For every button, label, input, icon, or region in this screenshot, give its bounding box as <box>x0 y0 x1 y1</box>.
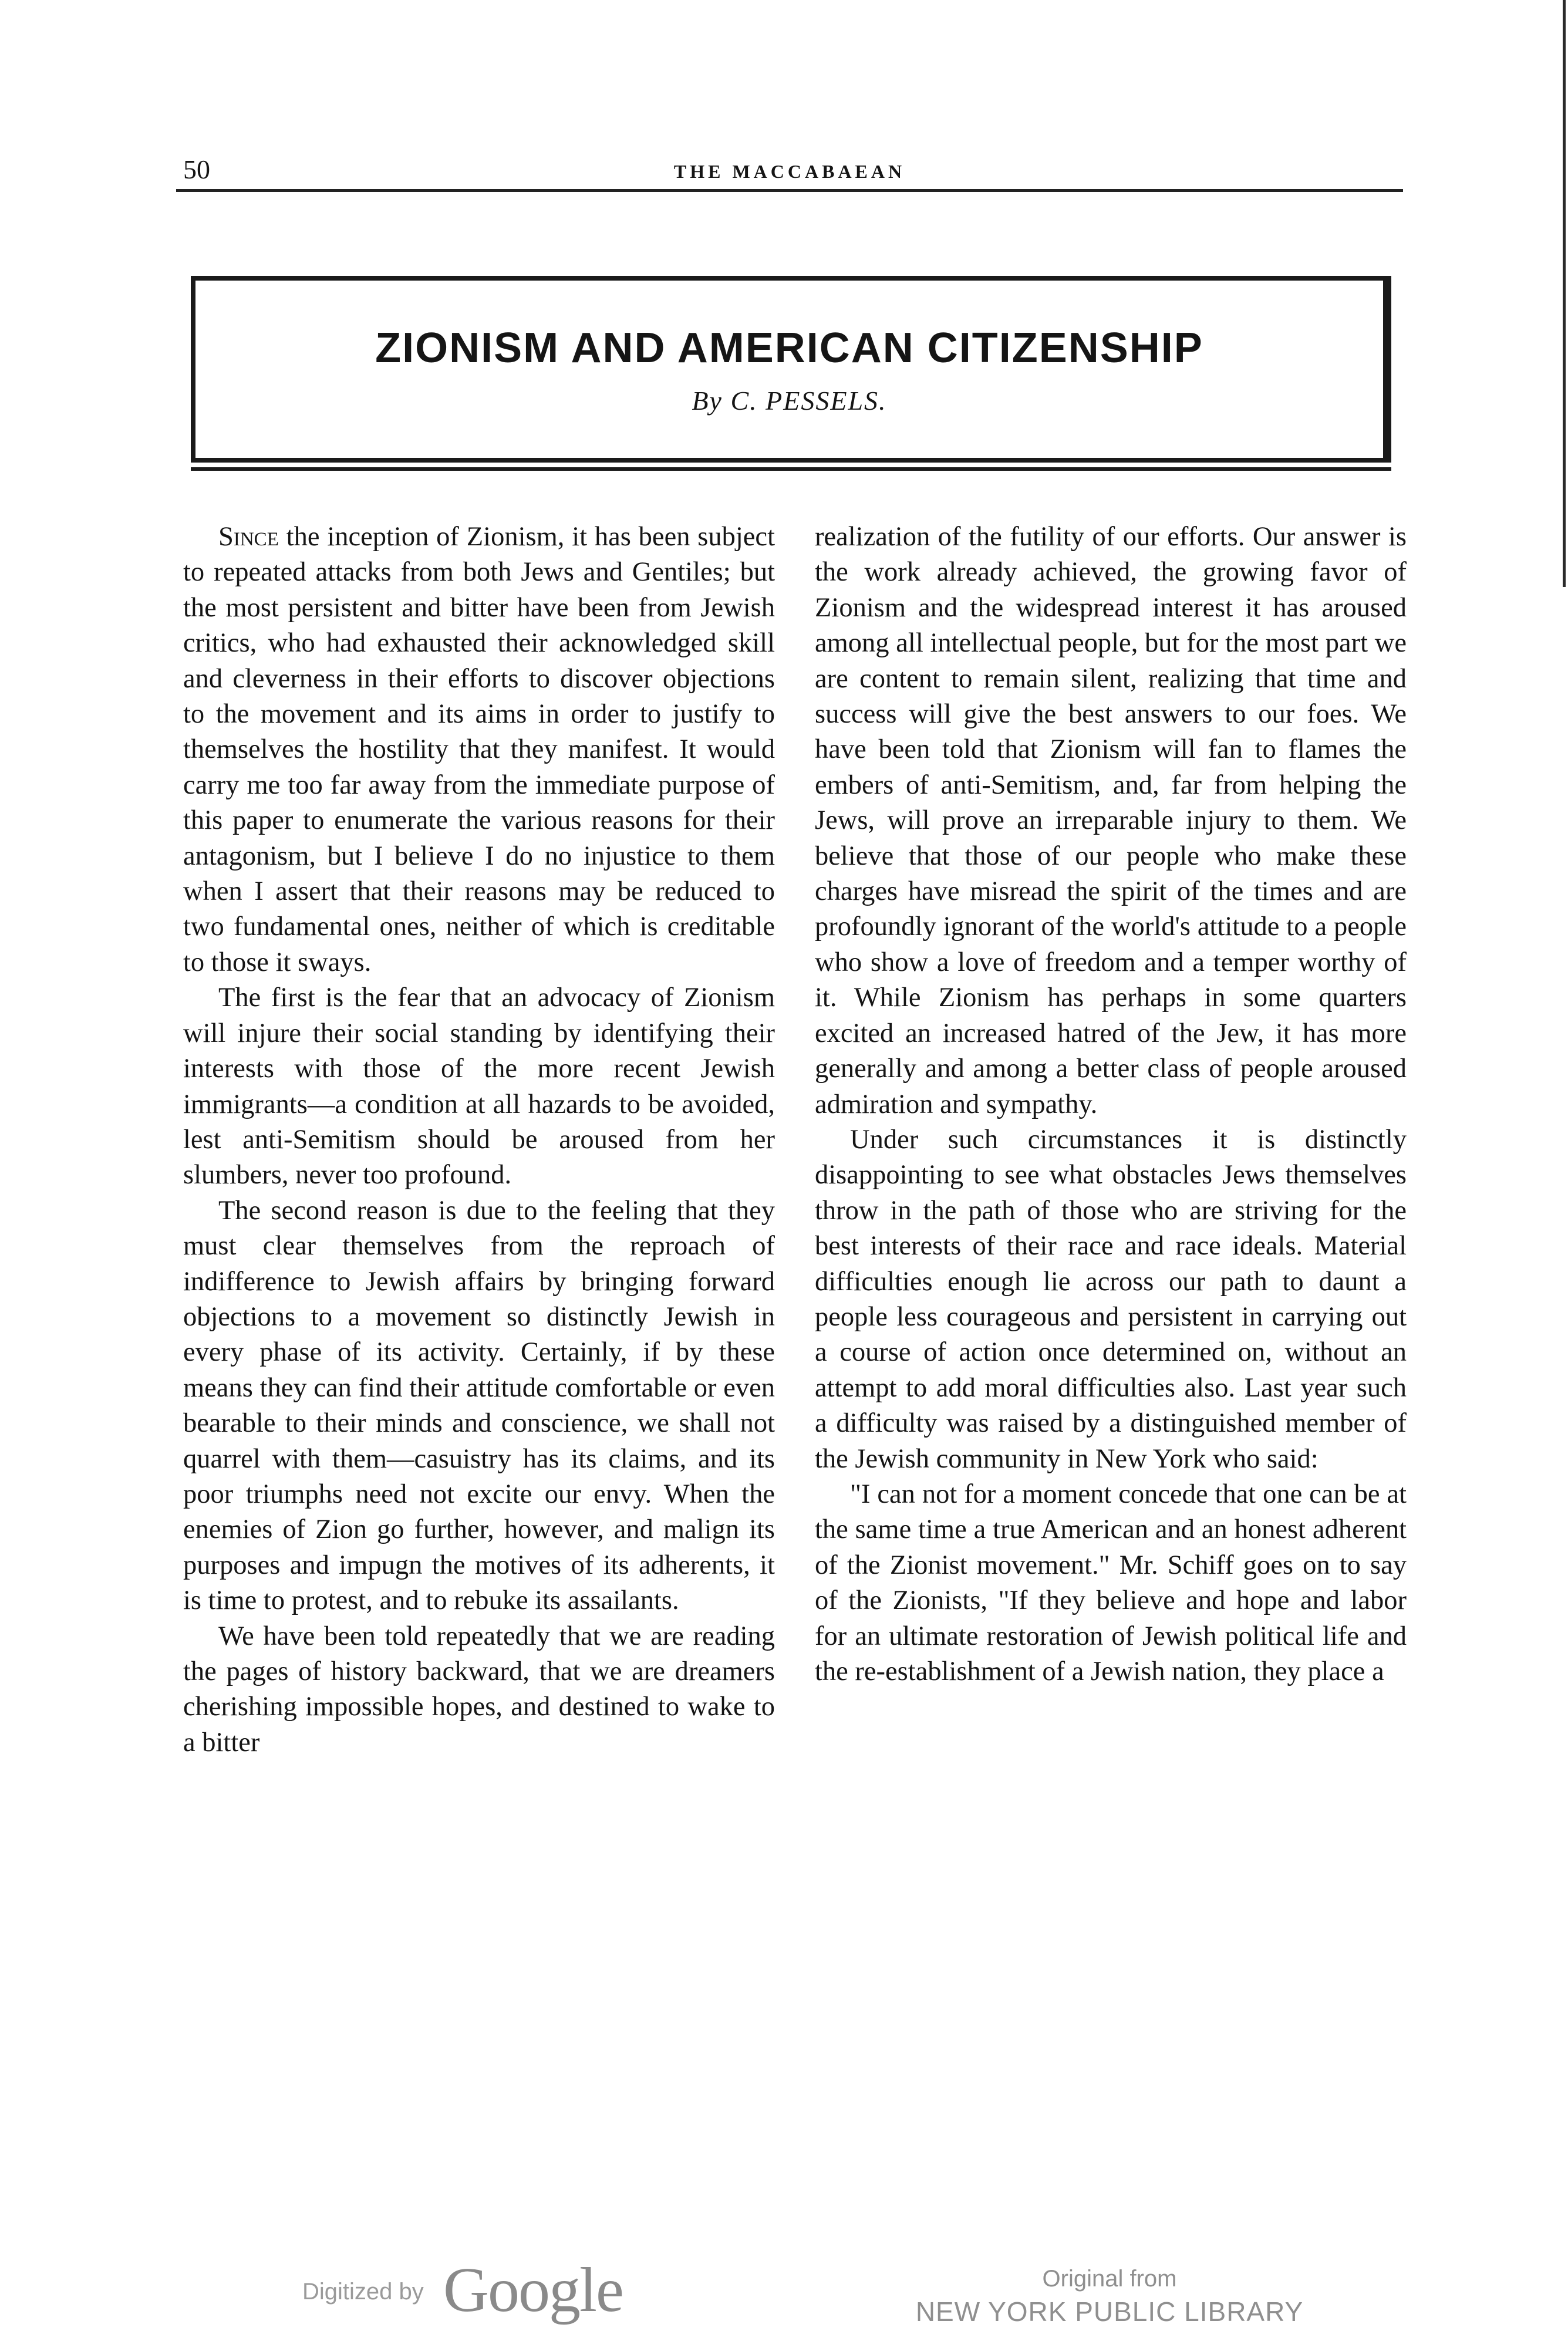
paragraph-text: the inception of Zionism, it has been subject to repeated attacks from both Jews and Gentiles; but the most persistent and bitter have been from Jewish critics, who had exhausted their acknowledged skill and cleverness in their efforts to discover objections to the movement and its aims in order to justify to themselves the hostility that they manifest. It would carry me too far away from the immediate purpose of this paper to enumerate the various reasons for their antagonism, but I believe I do no injustice to them when I assert that their reasons may be reduced to two fundamental ones, neither of which is creditable to those it sways. <box>183 522 775 977</box>
page-number: 50 <box>183 154 210 184</box>
library-name: NEW YORK PUBLIC LIBRARY <box>915 2296 1304 2327</box>
article-title: ZIONISM AND AMERICAN CITIZENSHIP <box>375 325 1203 372</box>
paragraph: realization of the futility of our efforts. Our answer is the work already achieved, the growing favor of Zionism and the widespread interest it has aroused among all intellectual people, but for the most part we are content to remain silent, realizing that time and success will give the best answers to our foes. We have been told that Zionism will fan to flames the embers of anti-Semitism, and, far from helping the Jews, will prove an irreparable injury to them. We believe that those of our people who make these charges have misread the spirit of the times and are profoundly ignorant of the world's attitude to a people who show a love of freedom and a temper worthy of it. While Zionism has perhaps in some quarters excited an increased hatred of the Jew, it has more generally and among a better class of people aroused admiration and sympathy. <box>815 522 1407 1119</box>
article-byline: By C. PESSELS. <box>692 386 887 416</box>
original-from-label: Original from <box>1042 2266 1177 2292</box>
left-column <box>183 519 775 2057</box>
page-edge-shadow <box>1563 0 1566 587</box>
page-header <box>176 154 1403 192</box>
paragraph <box>183 519 775 980</box>
drop-lead-word: Since <box>218 522 279 552</box>
paragraph: "I can not for a moment concede that one can be at the same time a true American and an honest adherent of the Zionist movement." Mr. Schiff goes on to say of the Zionists, "If they believe and hope and labor for an ultimate restoration of Jewish political life and the re-establishment of a Jewish nation, they place a <box>815 1479 1407 1686</box>
digitized-label: Digitized by <box>302 2279 424 2305</box>
paragraph: The first is the fear that an advocacy of Zionism will injure their social standing by identifying their interests with those of the more recent Jewish immigrants—a condition at all hazards to be avoided, lest anti-Semitism should be aroused from her slumbers, never too profound. <box>183 983 775 1190</box>
google-logo: Google <box>443 2255 623 2325</box>
paragraph: The second reason is due to the feeling that they must clear themselves from the reproach of indifference to Jewish affairs by bringing forward objections to a movement so distinctly Jewish in every phase of its activity. Certainly, if by these means they can find their attitude comfortable or even bearable to their minds and conscience, we shall not quarrel with them—casuistry has its claims, and its poor triumphs need not excite our envy. When the enemies of Zion go further, however, and malign its purposes and impugn the motives of its adherents, it is time to protest, and to rebuke its assailants. <box>183 1195 775 1616</box>
digitized-by-google-watermark <box>302 2254 666 2325</box>
paragraph: Under such circumstances it is distinctly disappointing to see what obstacles Jews themselves throw in the path of those who are striving for the best interests of their race and race ideals. Material difficulties enough lie across our path to daunt a people less courageous and persistent in carrying out a course of action once determined on, without an attempt to add moral difficulties also. Last year such a difficulty was raised by a distinguished member of the Jewish community in New York who said: <box>815 1124 1407 1474</box>
right-column <box>815 519 1407 2057</box>
title-box <box>191 276 1391 463</box>
paragraph: We have been told repeatedly that we are reading the pages of history backward, that we are dreamers cherishing impossible hopes, and destined to wake to a bitter <box>183 1621 775 1757</box>
running-head: THE MACCABAEAN <box>673 161 906 182</box>
library-watermark <box>869 2266 1350 2327</box>
